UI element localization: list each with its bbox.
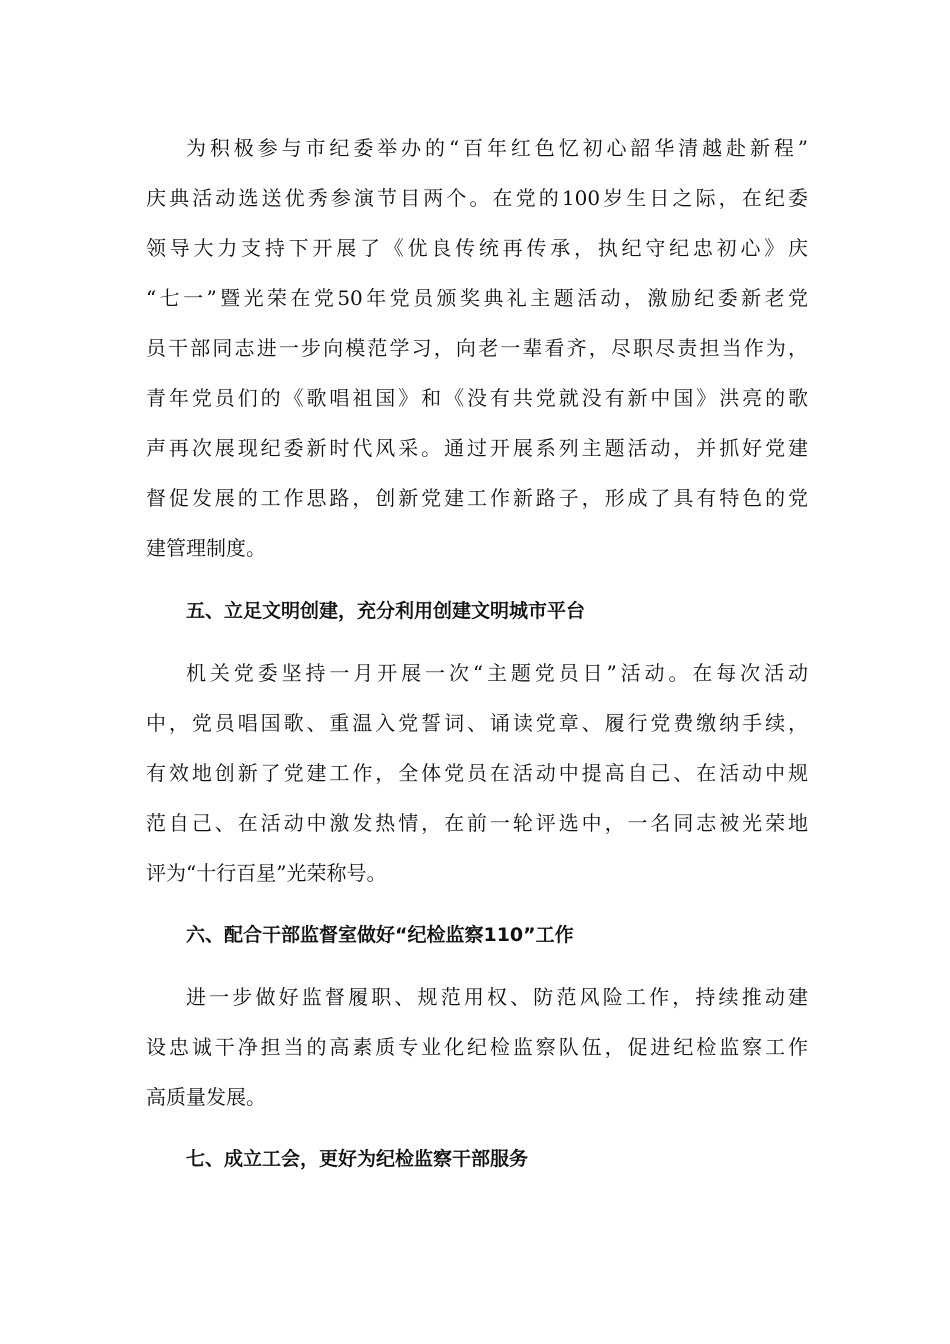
paragraph-1-line-3: 领导大力支持下开展了《优良传统再传承，执纪守纪忠初心》庆: [146, 236, 808, 260]
paragraph-1-line-6: 青年党员们的《歌唱祖国》和《没有共党就没有新中国》洪亮的歌: [146, 386, 808, 410]
paragraph-2-line-1: 机关党委坚持一月开展一次“主题党员日”活动。在每次活动: [186, 661, 808, 685]
section-heading-6: 六、配合干部监督室做好“纪检监察110”工作: [186, 924, 574, 946]
section-heading-7: 七、成立工会，更好为纪检监察干部服务: [186, 1148, 529, 1170]
paragraph-3-line-3: 高质量发展。: [146, 1085, 266, 1109]
paragraph-1-line-7: 声再次展现纪委新时代风采。通过开展系列主题活动，并抓好党建: [146, 436, 808, 460]
paragraph-2-line-2: 中，党员唱国歌、重温入党誓词、诵读党章、履行党费缴纳手续，: [146, 711, 808, 735]
paragraph-1-line-8: 督促发展的工作思路，创新党建工作新路子，形成了具有特色的党: [146, 486, 808, 510]
paragraph-2-line-4: 范自己、在活动中激发热情，在前一轮评选中，一名同志被光荣地: [146, 811, 808, 835]
paragraph-3-line-1: 进一步做好监督履职、规范用权、防范风险工作，持续推动建: [186, 985, 808, 1009]
paragraph-2-line-3: 有效地创新了党建工作，全体党员在活动中提高自己、在活动中规: [146, 761, 808, 785]
paragraph-1-line-5: 员干部同志进一步向模范学习，向老一辈看齐，尽职尽责担当作为，: [146, 336, 808, 360]
paragraph-1-line-4: “七一”暨光荣在党50年党员颁奖典礼主题活动，激励纪委新老党: [146, 286, 808, 310]
paragraph-1-line-2: 庆典活动选送优秀参演节目两个。在党的100岁生日之际，在纪委: [146, 186, 808, 210]
paragraph-2-line-5: 评为“十行百星”光荣称号。: [146, 861, 387, 885]
paragraph-1-line-9: 建管理制度。: [146, 536, 266, 560]
section-heading-5: 五、立足文明创建，充分利用创建文明城市平台: [186, 600, 586, 622]
paragraph-3-line-2: 设忠诚干净担当的高素质专业化纪检监察队伍，促进纪检监察工作: [146, 1035, 808, 1059]
paragraph-1-line-1: 为积极参与市纪委举办的“百年红色忆初心韶华清越赴新程”: [186, 136, 808, 160]
